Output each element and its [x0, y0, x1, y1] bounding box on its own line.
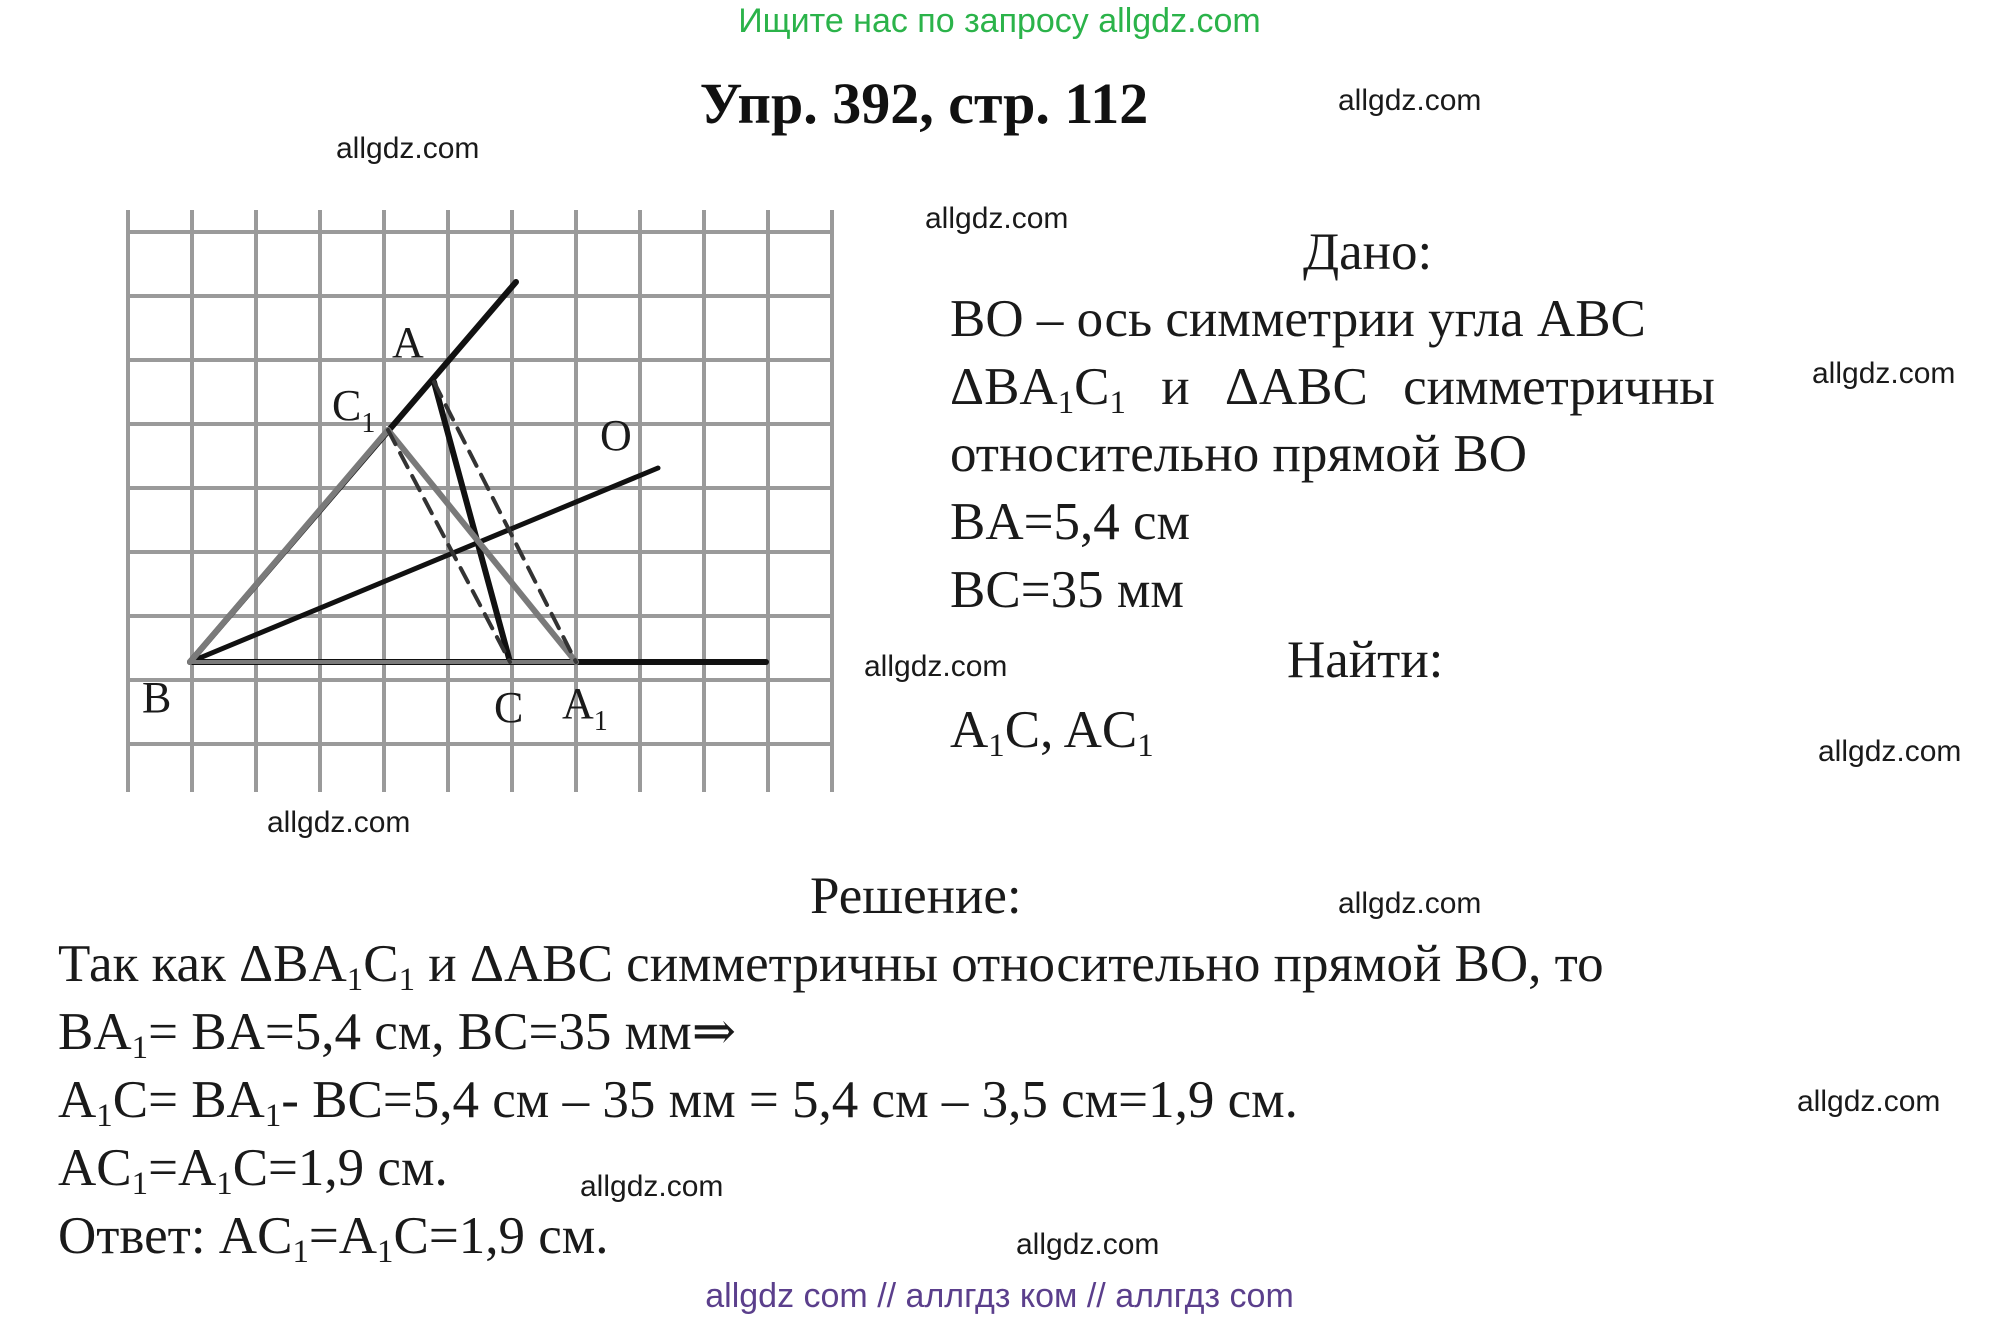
watermark: allgdz.com — [1818, 735, 1962, 768]
point-label-o: O — [600, 411, 632, 460]
watermark: allgdz.com — [1812, 357, 1956, 390]
given-line-3: относительно прямой BO — [950, 425, 1527, 483]
point-label-b: B — [142, 673, 172, 722]
grid — [128, 210, 832, 792]
solution-heading: Решение: — [810, 867, 1022, 925]
watermark: allgdz.com — [1797, 1085, 1941, 1118]
find-line: $A_1C$, $AC_1$ — [950, 701, 1154, 765]
point-label-a: A — [392, 318, 424, 367]
solution-line-4: $AC_1=A_1C=1,9$ см. — [58, 1139, 448, 1203]
watermark: allgdz.com — [1338, 84, 1482, 117]
given-line-4: BA=5,4 см — [950, 493, 1191, 551]
find-heading: Найти: — [1287, 631, 1444, 689]
geometry-diagram — [120, 210, 840, 800]
solution-answer: Ответ: $AC_1=A_1C=1,9$ см. — [58, 1207, 609, 1271]
given-heading: Дано: — [1303, 223, 1433, 281]
exercise-title: Упр. 392, стр. 112 — [699, 71, 1149, 136]
given-line-5: BC=35 мм — [950, 561, 1184, 619]
watermark: allgdz.com — [925, 202, 1069, 235]
solution-line-2: $BA_1= BA=5,4$ см, BC=35 мм⇒ — [58, 1003, 737, 1067]
footer-links: allgdz com // аллгдз ком // аллгдз com — [705, 1277, 1294, 1315]
solution-line-3: $A_1C= BA_1-$ BC=5,4 см – 35 мм = 5,4 см – 3,5 см=1,9 см. — [58, 1071, 1298, 1135]
watermark: allgdz.com — [864, 650, 1008, 683]
figure-lines — [190, 282, 766, 662]
top-banner: Ищите нас по запросу allgdz.com — [738, 2, 1261, 40]
given-line-2: $\Delta BA_1C_1$ и ΔABC симметричны — [950, 358, 1715, 422]
segment-bc1 — [190, 430, 388, 662]
point-label-a1: $A_1$ — [562, 679, 608, 737]
point-label-c1: $C_1$ — [332, 381, 376, 439]
point-label-c: C — [494, 683, 524, 732]
watermark: allgdz.com — [336, 132, 480, 165]
watermark: allgdz.com — [267, 806, 411, 839]
solution-line-1: Так как $\Delta BA_1C_1$ и ΔABC симметричны относительно прямой BO, то — [58, 935, 1604, 999]
watermark: allgdz.com — [1338, 887, 1482, 920]
given-line-1: BO – ось симметрии угла ABC — [950, 290, 1646, 348]
watermark: allgdz.com — [580, 1170, 724, 1203]
segment-c1a1 — [388, 430, 576, 662]
watermark: allgdz.com — [1016, 1228, 1160, 1261]
